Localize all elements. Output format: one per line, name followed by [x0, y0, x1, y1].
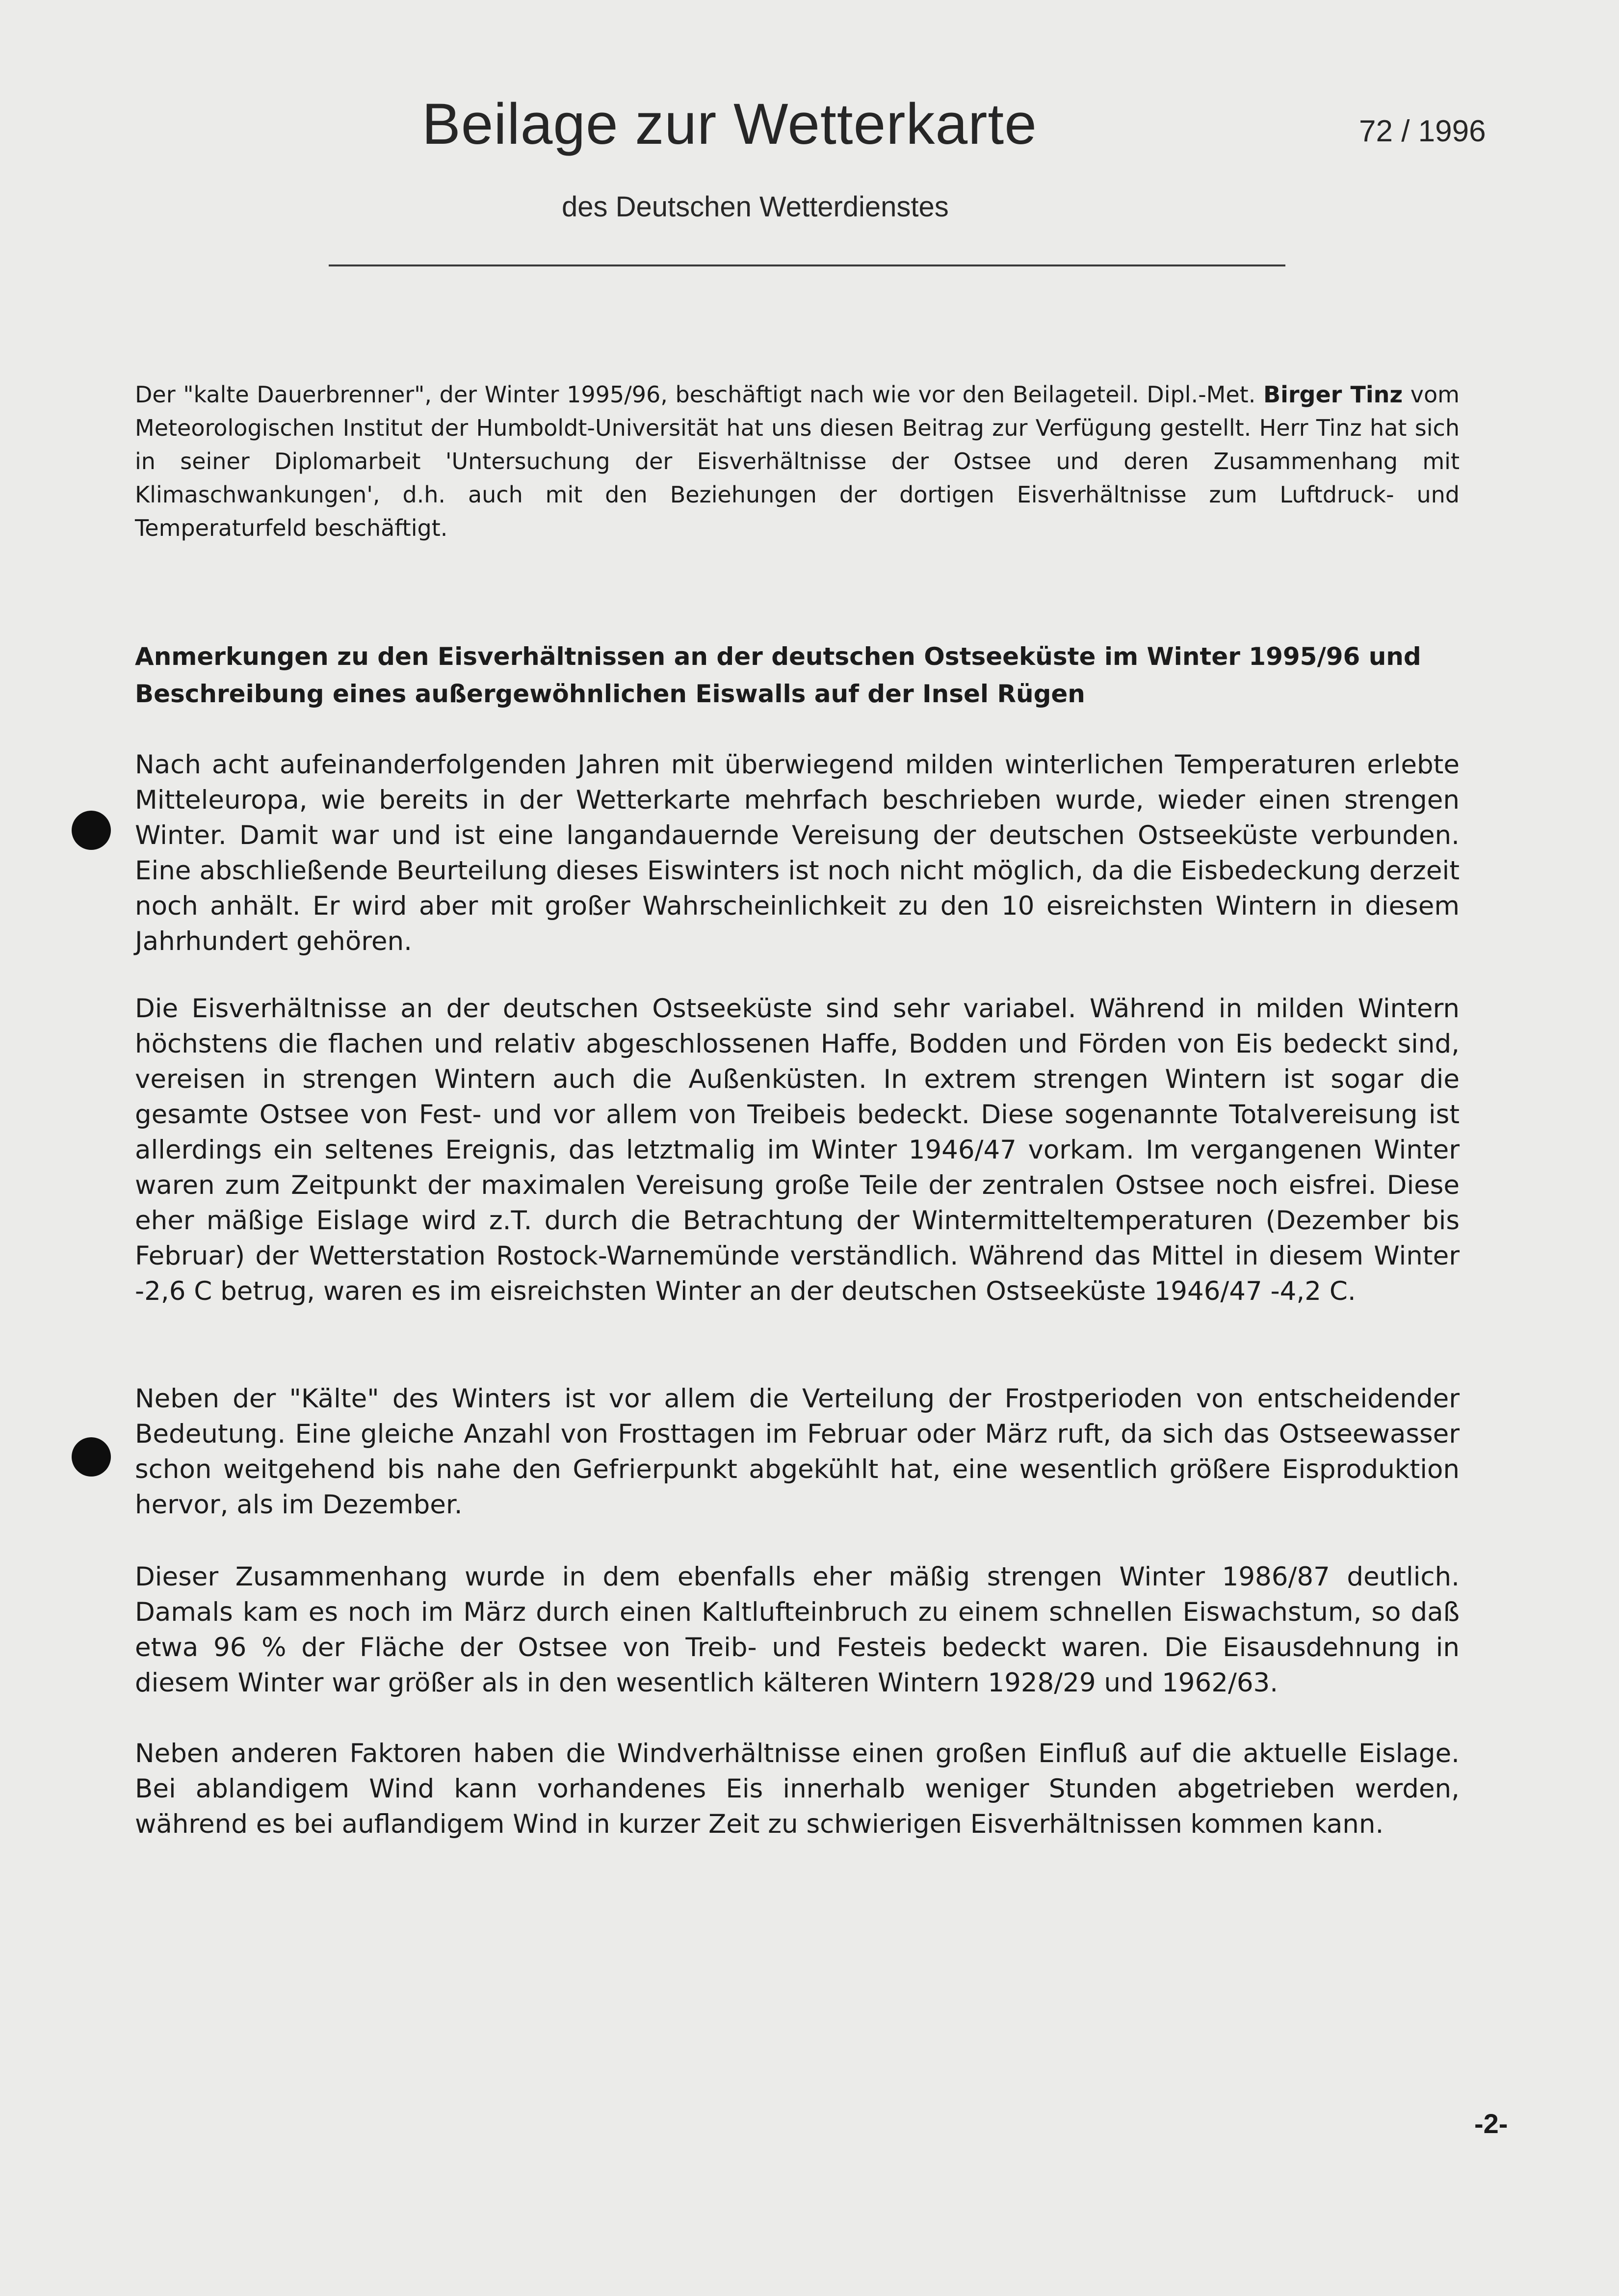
document-subtitle: des Deutschen Wetterdienstes — [562, 191, 949, 223]
intro-text-part2: vom Meteorologischen Institut der Humboldt-Universität hat uns diesen Beitrag zur Verfügung gestellt. Herr Tinz hat sich in seiner Diplomarbeit 'Untersuchung der Eisverhältnisse der Ostsee und deren Zusammenhang mit Klimaschwankungen', d.h. auch mit den Beziehungen der dortigen Eisverhältnisse zum Luftdruck- und Temperaturfeld beschäftigt. — [135, 381, 1460, 541]
article-paragraph-3: Neben der "Kälte" des Winters ist vor allem die Verteilung der Frostperioden von entscheidender Bedeutung. Eine gleiche Anzahl von Frosttagen im Februar oder März ruft, da sich das Ostseewasser schon weitgehend bis nahe den Gefrierpunkt abgekühlt hat, eine wesentlich größere Eisproduktion hervor, als im Dezember. — [135, 1384, 1460, 1520]
issue-number: 72 / 1996 — [1359, 114, 1486, 148]
punch-hole-bottom — [72, 1437, 111, 1477]
intro-paragraph — [135, 378, 1460, 545]
header-divider — [329, 264, 1285, 266]
page-number: -2- — [1474, 2108, 1508, 2139]
document-title: Beilage zur Wetterkarte — [422, 92, 1037, 157]
article-paragraph-2: Die Eisverhältnisse an der deutschen Ostseeküste sind sehr variabel. Während in milden Wintern höchstens die flachen und relativ abgeschlossenen Haffe, Bodden und Förden von Eis bedeckt sind, vereisen in strengen Wintern auch die Außenküsten. In extrem strengen Wintern ist sogar die gesamte Ostsee von Fest- und vor allem von Treibeis bedeckt. Diese sogenannte Totalvereisung ist allerdings ein seltenes Ereignis, das letztmalig im Winter 1946/47 vorkam. Im vergangenen Winter waren zum Zeitpunkt der maximalen Vereisung große Teile der zentralen Ostsee noch eisfrei. Diese eher mäßige Eislage wird z.T. durch die Betrachtung der Wintermitteltemperaturen (Dezember bis Februar) der Wetterstation Rostock-Warnemünde verständlich. Während das Mittel in diesem Winter -2,6 C betrug, waren es im eisreichsten Winter an der deutschen Ostseeküste 1946/47 -4,2 C. — [135, 994, 1460, 1306]
intro-text-part1: Der "kalte Dauerbrenner", der Winter 1995/96, beschäftigt nach wie vor den Beilageteil. Dipl.-Met. — [135, 381, 1264, 408]
article-heading: Anmerkungen zu den Eisverhältnissen an der deutschen Ostseeküste im Winter 1995/96 und Beschreibung eines außergewöhnlichen Eiswalls auf der Insel Rügen — [135, 642, 1421, 708]
article-paragraph-1: Nach acht aufeinanderfolgenden Jahren mit überwiegend milden winterlichen Temperaturen erlebte Mitteleuropa, wie bereits in der Wetterkarte mehrfach beschrieben wurde, wieder einen strengen Winter. Damit war und ist eine langandauernde Vereisung der deutschen Ostseeküste verbunden. Eine abschließende Beurteilung dieses Eiswinters ist noch nicht möglich, da die Eisbedeckung derzeit noch anhält. Er wird aber mit großer Wahrscheinlichkeit zu den 10 eisreichsten Wintern in diesem Jahrhundert gehören. — [135, 750, 1460, 956]
article-paragraph-4: Dieser Zusammenhang wurde in dem ebenfalls eher mäßig strengen Winter 1986/87 deutlich. Damals kam es noch im März durch einen Kaltlufteinbruch zu einem schnellen Eiswachstum, so daß etwa 96 % der Fläche der Ostsee von Treib- und Festeis bedeckt waren. Die Eisausdehnung in diesem Winter war größer als in den wesentlich kälteren Wintern 1928/29 und 1962/63. — [135, 1562, 1460, 1698]
article-paragraph-5: Neben anderen Faktoren haben die Windverhältnisse einen großen Einfluß auf die aktuelle Eislage. Bei ablandigem Wind kann vorhandenes Eis innerhalb weniger Stunden abgetrieben werden, während es bei auflandigem Wind in kurzer Zeit zu schwierigen Eisverhältnissen kommen kann. — [135, 1739, 1460, 1839]
intro-author-name: Birger Tinz — [1263, 381, 1403, 408]
punch-hole-top — [72, 811, 111, 850]
